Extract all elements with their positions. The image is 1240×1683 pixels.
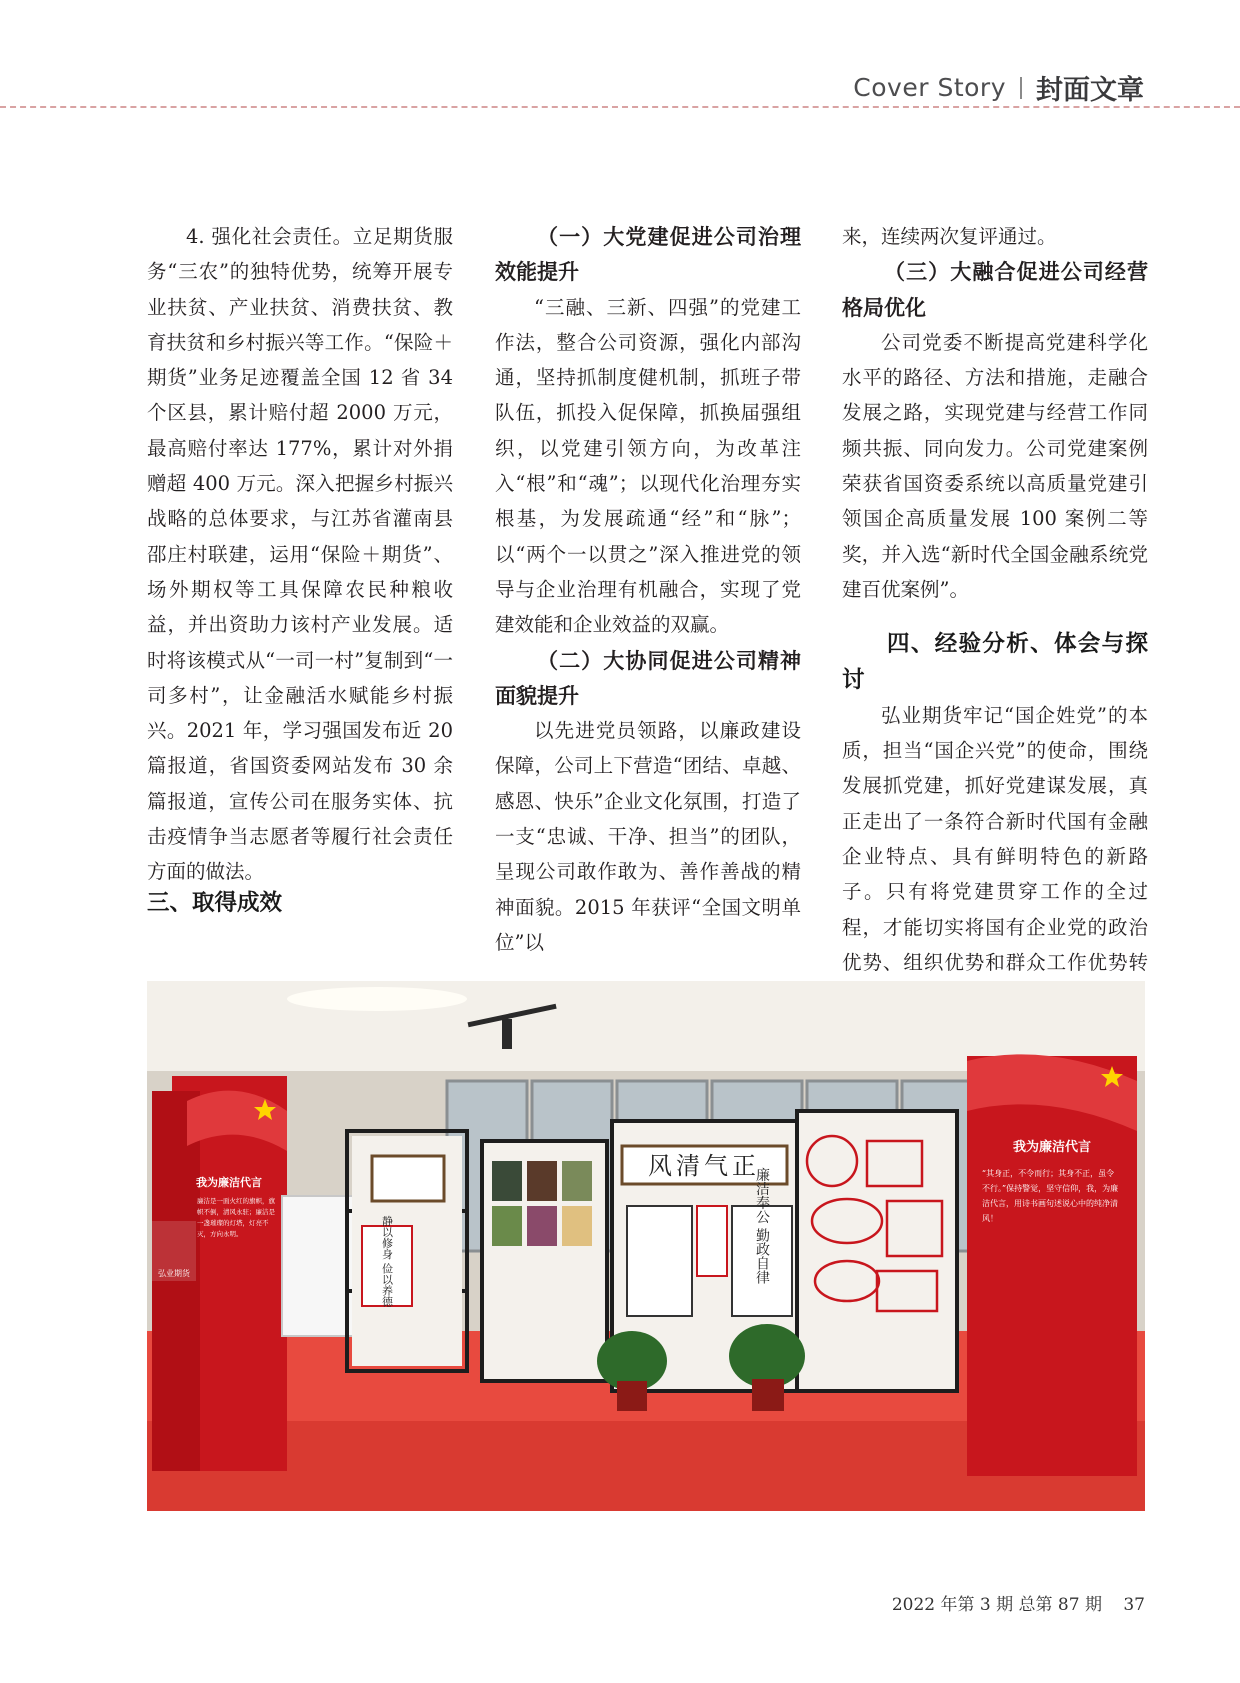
- section-label-en: Cover Story: [853, 73, 1006, 102]
- right-banner-text: “其身正，不令而行；其身不正，虽令不行。”保持警觉，坚守信仰，我，为廉洁代言，用诗书画句述说心中的纯净清风！: [982, 1169, 1119, 1223]
- page-footer: [892, 1590, 1145, 1615]
- header-dashed-rule: [0, 106, 1240, 108]
- column-2: [495, 219, 801, 960]
- left-banner-title: 我为廉洁代言: [196, 1176, 262, 1189]
- paragraph-continuation: 来，连续两次复评通过。: [842, 225, 1057, 248]
- company-logo-text: 弘业期货: [158, 1269, 190, 1278]
- subheading-3: （三）大融合促进公司经营格局优化: [842, 259, 1148, 320]
- section-label-zh: 封面文章: [1036, 75, 1144, 106]
- main-calligraphy: 风清气正: [648, 1152, 760, 1180]
- running-header: [853, 68, 1144, 107]
- section-3-heading: 三、取得成效: [147, 890, 283, 916]
- paragraph-social-responsibility: 4. 强化社会责任。立足期货服务“三农”的独特优势，统筹开展专业扶贫、产业扶贫、消费扶贫、教育扶贫和乡村振兴等工作。“保险＋期货”业务足迹覆盖全国 12 省 34 个区县，累计赔付超 2000 万元，最高赔付率达 177%，累计对外捐赠超 400 万元。深入把握乡村振兴战略的总体要求，与江苏省灌南县邵庄村联建，运用“保险＋期货”、场外期权等工具保障农民种粮收益，并出资助力该村产业发展。适时将该模式从“一司一村”复制到“一司多村”，让金融活水赋能乡村振兴。2021 年，学习强国发布近 20 篇报道，省国资委网站发布 30 余篇报道，宣传公司在服务实体、抗击疫情争当志愿者等履行社会责任方面的做法。: [147, 225, 453, 884]
- column-3: [842, 219, 1148, 1016]
- paragraph-integration: 公司党委不断提高党建科学化水平的路径、方法和措施，走融合发展之路，实现党建与经营工作同频共振、同向发力。公司党建案例荣获省国资委系统以高质量党建引领国企高质量发展 100 案例二等奖，并入选“新时代全国金融系统党建百优案例”。: [842, 330, 1148, 601]
- panel-calligraphy: 廉洁奉公 勤政自律: [754, 1167, 770, 1285]
- page-number: 37: [1123, 1595, 1145, 1615]
- issue-info: 2022 年第 3 期 总第 87 期: [891, 1595, 1102, 1615]
- paragraph-spirit: 以先进党员领路，以廉政建设保障，公司上下营造“团结、卓越、感恩、快乐”企业文化氛围，打造了一支“忠诚、干净、担当”的团队，呈现公司敢作敢为、善作善战的精神面貌。2015 年获评“全国文明单位”以: [495, 719, 801, 954]
- column-1: [147, 219, 453, 890]
- right-banner-title: 我为廉洁代言: [1012, 1140, 1092, 1155]
- exhibition-photo: [147, 981, 1145, 1511]
- exhibition-illustration: [147, 981, 1145, 1511]
- header-separator: [1020, 77, 1022, 99]
- small-calligraphy: 静以修身 俭以养德: [380, 1215, 394, 1307]
- subheading-2: （二）大协同促进公司精神面貌提升: [495, 647, 801, 708]
- paragraph-conclusion: 弘业期货牢记“国企姓党”的本质，担当“国企兴党”的使命，围绕发展抓党建，抓好党建谋发展，真正走出了一条符合新时代国有金融企业特点、具有鲜明特色的新路子。只有将党建贯穿工作的全过程，才能切实将国有企业党的政治优势、组织优势和群众工作优势转: [842, 698, 1148, 1016]
- left-banner-text: 廉洁是一面火红的旗帜，旗帜不倒，清风永驻；廉洁是一盏璀璨的灯塔，灯亮不灭，方向永明。: [197, 1197, 275, 1238]
- section-4-heading: 四、经验分析、体会与探讨: [842, 631, 1148, 693]
- paragraph-governance: “三融、三新、四强”的党建工作法，整合公司资源，强化内部沟通，坚持抓制度健机制，抓班子带队伍，抓投入促保障，抓换届强组织，以党建引领方向，为改革注入“根”和“魂”；以现代化治理夯实根基，为发展疏通“经”和“脉”；以“两个一以贯之”深入推进党的领导与企业治理有机融合，实现了党建效能和企业效益的双赢。: [495, 295, 801, 637]
- subheading-1: （一）大党建促进公司治理效能提升: [495, 224, 801, 285]
